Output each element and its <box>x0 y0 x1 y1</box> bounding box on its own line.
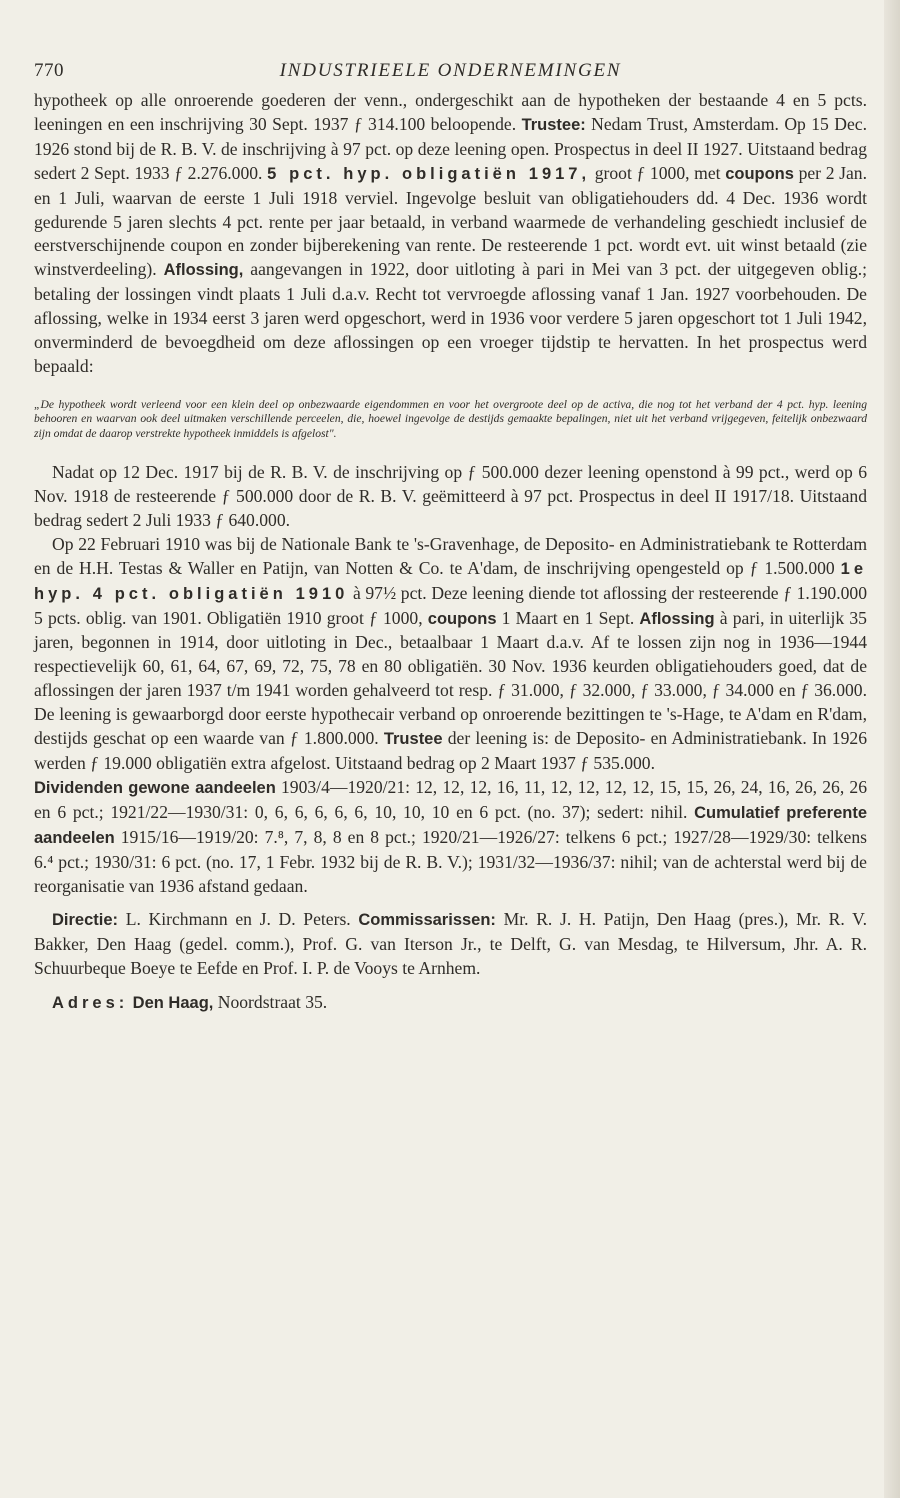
coupons-label: coupons <box>427 609 497 628</box>
bond-title-1910: 1e hyp. 4 pct. obligatiën 1910 <box>34 559 867 603</box>
page-header <box>34 60 867 90</box>
paragraph-loan-1917: hypotheek op alle onroerende goederen der venn., ondergeschikt aan de hypotheken der bestaande 4 en 5 pcts. leeningen en een inschrijving 30 Sept. 1937 ƒ 314.100 beloopende. Trustee: Nedam Trust, Amsterdam. Op 15 Dec. 1926 stond bij de R. B. V. de inschrijving à 97 pct. op deze leening open. Prospectus in deel II 1927. Uitstaand bedrag sedert 2 Sept. 1933 ƒ 2.276.000. 5 pct. hyp. obligatiën 1917, groot ƒ 1000, met coupons per 2 Jan. en 1 Juli, waarvan de eerste 1 Juli 1918 verviel. Ingevolge besluit van obligatiehouders dd. 4 Dec. 1936 wordt gedurende 5 jaren slechts 4 pct. rente per jaar betaald, in verband waarmede de verhandeling geschiedt inclusief de eerstverschijnende coupon en zonder bijberekening van rente. De resteerende 1 pct. wordt evt. uit winst betaald (zie winstverdeeling). Aflossing, aangevangen in 1922, door uitloting à pari in Mei van 3 pct. der uitgegeven oblig.; betaling der lossingen vindt plaats 1 Juli d.a.v. Recht tot vervroegde aflossing vanaf 1 Jan. 1927 voorbehouden. De aflossing, welke in 1934 eerst 3 jaren werd opgeschort, werd in 1936 voor verdere 5 jaren opgeschort tot 1 Juli 1942, onverminderd de bevoegdheid om deze aflossingen op een vroeger tijdstip te hervatten. In het prospectus werd bepaald: <box>34 90 868 376</box>
coupons-label: coupons <box>725 164 794 183</box>
page-number: 770 <box>34 60 64 81</box>
paragraph-dividends: Dividenden gewone aandeelen 1903/4—1920/21: 12, 12, 12, 16, 11, 12, 12, 12, 12, 15, 15, 26, 24, 16, 26, 26, 26 en 6 pct.; 1921/22—1930/31: 0, 6, 6, 6, 6, 6, 10, 10, 10 en 6 pct. (no. 37); sedert: nihil. Cumulatief preferente aandeelen 1915/16—1919/20: 7.⁸, 7, 8, 8 en 8 pct.; 1920/21—1926/27: telkens 6 pct.; 1927/28—1929/30: telkens 6.⁴ pct.; 1930/31: 6 pct. (no. 17, 1 Febr. 1932 bij de R. B. V.); 1931/32—1936/37: nihil; van de achterstal werd bij de reorganisatie van 1936 afstand gedaan. <box>34 776 867 896</box>
paragraph-loan-1910: Op 22 Februari 1910 was bij de Nationale Bank te 's-Gravenhage, de Deposito- en Administratiebank te Rotterdam en de H.H. Testas & Waller en Patijn, van Notten & Co. te A'dam, de inschrijving opengesteld op ƒ 1.500.000 1e hyp. 4 pct. obligatiën 1910 à 97½ pct. Deze leening diende tot aflossing der resteerende ƒ 1.190.000 5 pcts. oblig. van 1901. Obligatiën 1910 groot ƒ 1000, coupons 1 Maart en 1 Sept. Aflossing à pari, in uiterlijk 35 jaren, begonnen in 1914, door uitloting in Dec., betaalbaar 1 Maart d.a.v. Af te lossen zijn nog in 1936—1944 respectievelijk 60, 61, 64, 67, 69, 72, 75, 78 en 80 obligatiën. 30 Nov. 1936 keurden obligatiehouders goed, dat de aflossingen der jaren 1937 t/m 1941 worden gehalveerd tot resp. ƒ 31.000, ƒ 32.000, ƒ 33.000, ƒ 34.000 en ƒ 36.000. De leening is gewaarborgd door eerste hypothecair verband op onroerende bezittingen te 's-Hage, te A'dam en R'dam, destijds geschat op een waarde van ƒ 1.800.000. Trustee der leening is: de Deposito- en Administratiebank. In 1926 werden ƒ 19.000 obligatiën extra afgelost. Uitstaand bedrag op 2 Maart 1937 ƒ 535.000. <box>34 533 867 773</box>
adres-label: Adres: <box>52 994 129 1013</box>
trustee-label: Trustee <box>383 730 443 749</box>
paragraph-emission-1918: Nadat op 12 Dec. 1917 bij de R. B. V. de inschrijving op ƒ 500.000 dezer leening openstond à 99 pct., werd op 6 Nov. 1918 de resteerende ƒ 500.000 door de R. B. V. geëmitteerd à 97 pct. Prospectus in deel II 1917/18. Uitstaand bedrag sedert 2 Juli 1933 ƒ 640.000. <box>34 462 867 530</box>
aflossing-label: Aflossing, <box>163 261 244 280</box>
preferred-shares-label: Cumulatief preferente aandeelen <box>34 803 867 847</box>
paragraph-management: Directie: L. Kirchmann en J. D. Peters. Commissarissen: Mr. R. J. H. Patijn, Den Haag (pres.), Mr. R. V. Bakker, Den Haag (gedel. comm.), Prof. G. van Iterson Jr., te Delft, G. van Mesdag, te Hilversum, Jhr. A. R. Schuurbeque Boeye te Eefde en Prof. I. P. de Vooys te Arnhem. <box>34 909 867 979</box>
aflossing-label: Aflossing <box>639 609 715 628</box>
prospectus-quote: „De hypotheek wordt verleend voor een klein deel op onbezwaarde eigendommen en voor het overgroote deel op de activa, die nog tot het verband der 4 pct. hyp. leening behooren en waarvan ook deel uitmaken verschillende perceelen, die, hoewel ingevolge de destijds gemaakte bepalingen, niet uit het verband vrijgegeven, feitelijk onbezwaard zijn omdat de daarop verstrekte hypotheek inmiddels is afgelost". <box>34 397 867 440</box>
paragraph-address: Adres: Den Haag, Noordstraat 35. <box>52 992 328 1013</box>
page-body <box>34 89 867 1016</box>
bond-title-1917: 5 pct. hyp. obligatiën 1917, <box>267 164 591 183</box>
trustee-label: Trustee: <box>521 115 586 134</box>
address-city: Den Haag, <box>132 994 214 1013</box>
directie-label: Directie: <box>52 911 119 930</box>
dividends-label: Dividenden gewone aandeelen <box>34 778 276 797</box>
running-title: INDUSTRIEELE ONDERNEMINGEN <box>279 60 622 81</box>
commissarissen-label: Commissarissen: <box>358 911 496 930</box>
page-edge <box>884 0 900 1498</box>
